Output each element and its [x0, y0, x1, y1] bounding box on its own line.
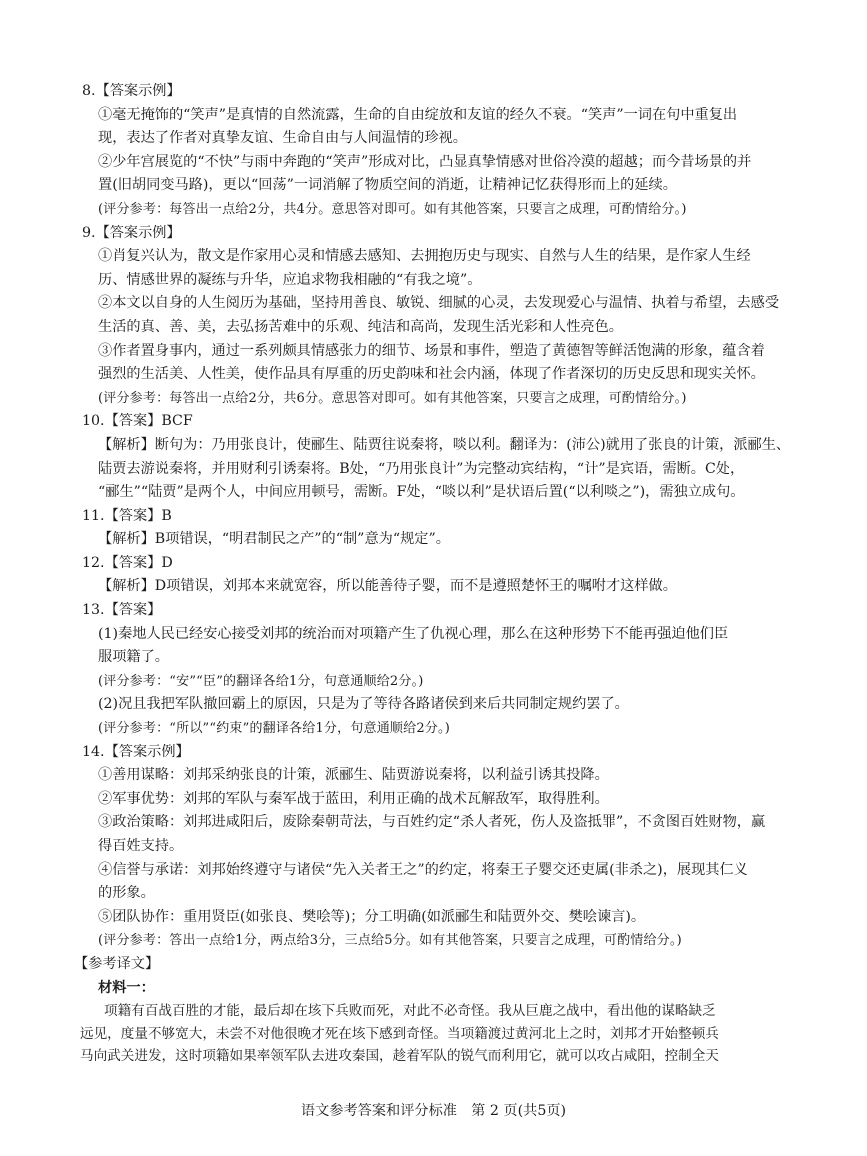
q13-line-2: (2)况且我把军队撤回霸上的原因，只是为了等待各路诸侯到来后共同制定规约罢了。: [98, 696, 629, 713]
q13-note-2: (评分参考：“所以”“约束”的翻译各给1分，句意通顺给2分。): [98, 721, 450, 737]
q9-line: 生活的真、善、美，去弘扬苦难中的乐观、纯洁和高尚，发现生活光彩和人性亮色。: [98, 318, 623, 335]
q13-line: (1)秦地人民已经安心接受刘邦的统治而对项籍产生了仇视心理，那么在这种形势下不能再强迫他们臣: [98, 625, 729, 642]
q8-line: ①毫无掩饰的“笑声”是真情的自然流露，生命的自由绽放和友谊的经久不衰。“笑声”一词在句中重复出: [98, 106, 738, 123]
q8-head: 8.【答案示例】: [82, 83, 181, 99]
q10-line: 【解析】断句为：乃用张良计，使郦生、陆贾往说秦将，啖以利。翻译为：(沛公)就用了张良的计策，派郦生、: [98, 436, 791, 453]
question-9: [82, 222, 815, 411]
question-13: [82, 599, 815, 741]
q11-line: 【解析】B项错误，“明君制民之产”的“制”意为“规定”。: [98, 531, 450, 548]
q14-head: 14.【答案示例】: [82, 743, 190, 760]
question-12: [82, 552, 815, 599]
page-footer: 语文参考答案和评分标准 第 2 页(共5页): [300, 1103, 567, 1119]
q9-line: ②本文以自身的人生阅历为基础，坚持用善良、敏锐、细腻的心灵，去发现爱心与温情、执着与希望，去感受: [98, 295, 780, 312]
q14-note: (评分参考：答出一点给1分，两点给3分，三点给5分。如有其他答案，只要言之成理，可酌情给分。): [98, 933, 682, 949]
q14-line: ①善用谋略：刘邦采纳张良的计策，派郦生、陆贾游说秦将，以利益引诱其投降。: [98, 767, 609, 784]
q11-head: 11.【答案】B: [82, 507, 172, 524]
q8-line: 现，表达了作者对真挚友谊、生命自由与人间温情的珍视。: [98, 130, 467, 147]
q9-line: 历、情感世界的凝练与升华，应追求物我相融的“有我之境”。: [98, 271, 482, 288]
q14-line: ③政治策略：刘邦进咸阳后，废除秦朝苛法，与百姓约定“杀人者死，伤人及盗抵罪”，不贪图百姓财物，赢: [98, 814, 766, 831]
q12-head: 12.【答案】D: [82, 554, 173, 571]
q14-line: ②军事优势：刘邦的军队与秦军战于蓝田，利用正确的战术瓦解敌军，取得胜利。: [98, 790, 609, 807]
translation-line: 项籍有百战百胜的才能，最后却在垓下兵败而死，对此不必奇怪。我从巨鹿之战中，看出他的谋略缺乏: [104, 1003, 716, 1020]
q12-line: 【解析】D项错误，刘邦本来就宽容，所以能善待子婴，而不是遵照楚怀王的嘱咐才这样做。: [98, 578, 677, 595]
q14-line: ④信誉与承诺：刘邦始终遵守与诸侯“先入关者王之”的约定，将秦王子婴交还吏属(非杀之)，展现其仁义: [98, 861, 748, 878]
q9-line: 强烈的生活美、人性美，使作品具有厚重的历史韵味和社会内涵，体现了作者深切的历史反思和现实关怀。: [98, 366, 765, 383]
q14-line: 得百姓支持。: [98, 838, 184, 854]
q13-line: 服项籍了。: [98, 649, 169, 666]
q14-line: ⑤团队协作：重用贤臣(如张良、樊哙等)；分工明确(如派郦生和陆贾外交、樊哙谏言)。: [98, 908, 646, 925]
translation-line: 远见，度量不够宽大，未尝不对他很晚才死在垓下感到奇怪。当项籍渡过黄河北上之时，刘邦才开始整顿兵: [80, 1025, 719, 1042]
q9-head: 9.【答案示例】: [82, 224, 181, 241]
q10-line: 陆贾去游说秦将，并用财利引诱秦将。B处，“乃用张良计”为完整动宾结构，“计”是宾语，需断。C处，: [98, 460, 745, 477]
question-8: [82, 80, 815, 222]
q10-head: 10.【答案】BCF: [82, 413, 193, 430]
q8-line: 置(旧胡同变马路)，更以“回荡”一词消解了物质空间的消逝，让精神记忆获得形而上的延续。: [98, 177, 677, 194]
q8-note: (评分参考：每答出一点给2分，共4分。意思答对即可。如有其他答案，只要言之成理，可酌情给分。): [98, 201, 687, 217]
q9-line: ③作者置身事内，通过一系列颇具情感张力的细节、场景和事件，塑造了黄德智等鲜活饱满的形象，蕴含着: [98, 342, 765, 359]
translation-line: 马向武关进发，这时项籍如果率领军队去进攻秦国，趁着军队的锐气而利用它，就可以攻占咸阳，控制全天: [80, 1048, 719, 1065]
question-14: [82, 741, 815, 953]
q13-head: 13.【答案】: [82, 602, 162, 619]
q8-line: ②少年宫展览的“不快”与雨中奔跑的“笑声”形成对比，凸显真挚情感对世俗冷漠的超越；而今昔场景的并: [98, 153, 752, 170]
q13-note-1: (评分参考：“安”“臣”的翻译各给1分，句意通顺给2分。): [98, 673, 424, 689]
translation-head: 【参考译文】: [74, 955, 160, 972]
translation-subhead: 材料一：: [98, 979, 155, 996]
reference-translation: [74, 953, 815, 1068]
q9-note: (评分参考：每答出一点给2分，共6分。意思答对即可。如有其他答案，只要言之成理，可酌情给分。): [98, 390, 687, 406]
question-10: [82, 410, 815, 504]
q9-line: ①肖复兴认为，散文是作家用心灵和情感去感知、去拥抱历史与现实、自然与人生的结果，是作家人生经: [98, 248, 751, 265]
question-11: [82, 505, 815, 552]
q14-line: 的形象。: [98, 885, 155, 902]
q10-line: “郦生”“陆贾”是两个人，中间应用顿号，需断。F处，“啖以利”是状语后置(“以利啖之”)，需独立成句。: [98, 484, 745, 501]
